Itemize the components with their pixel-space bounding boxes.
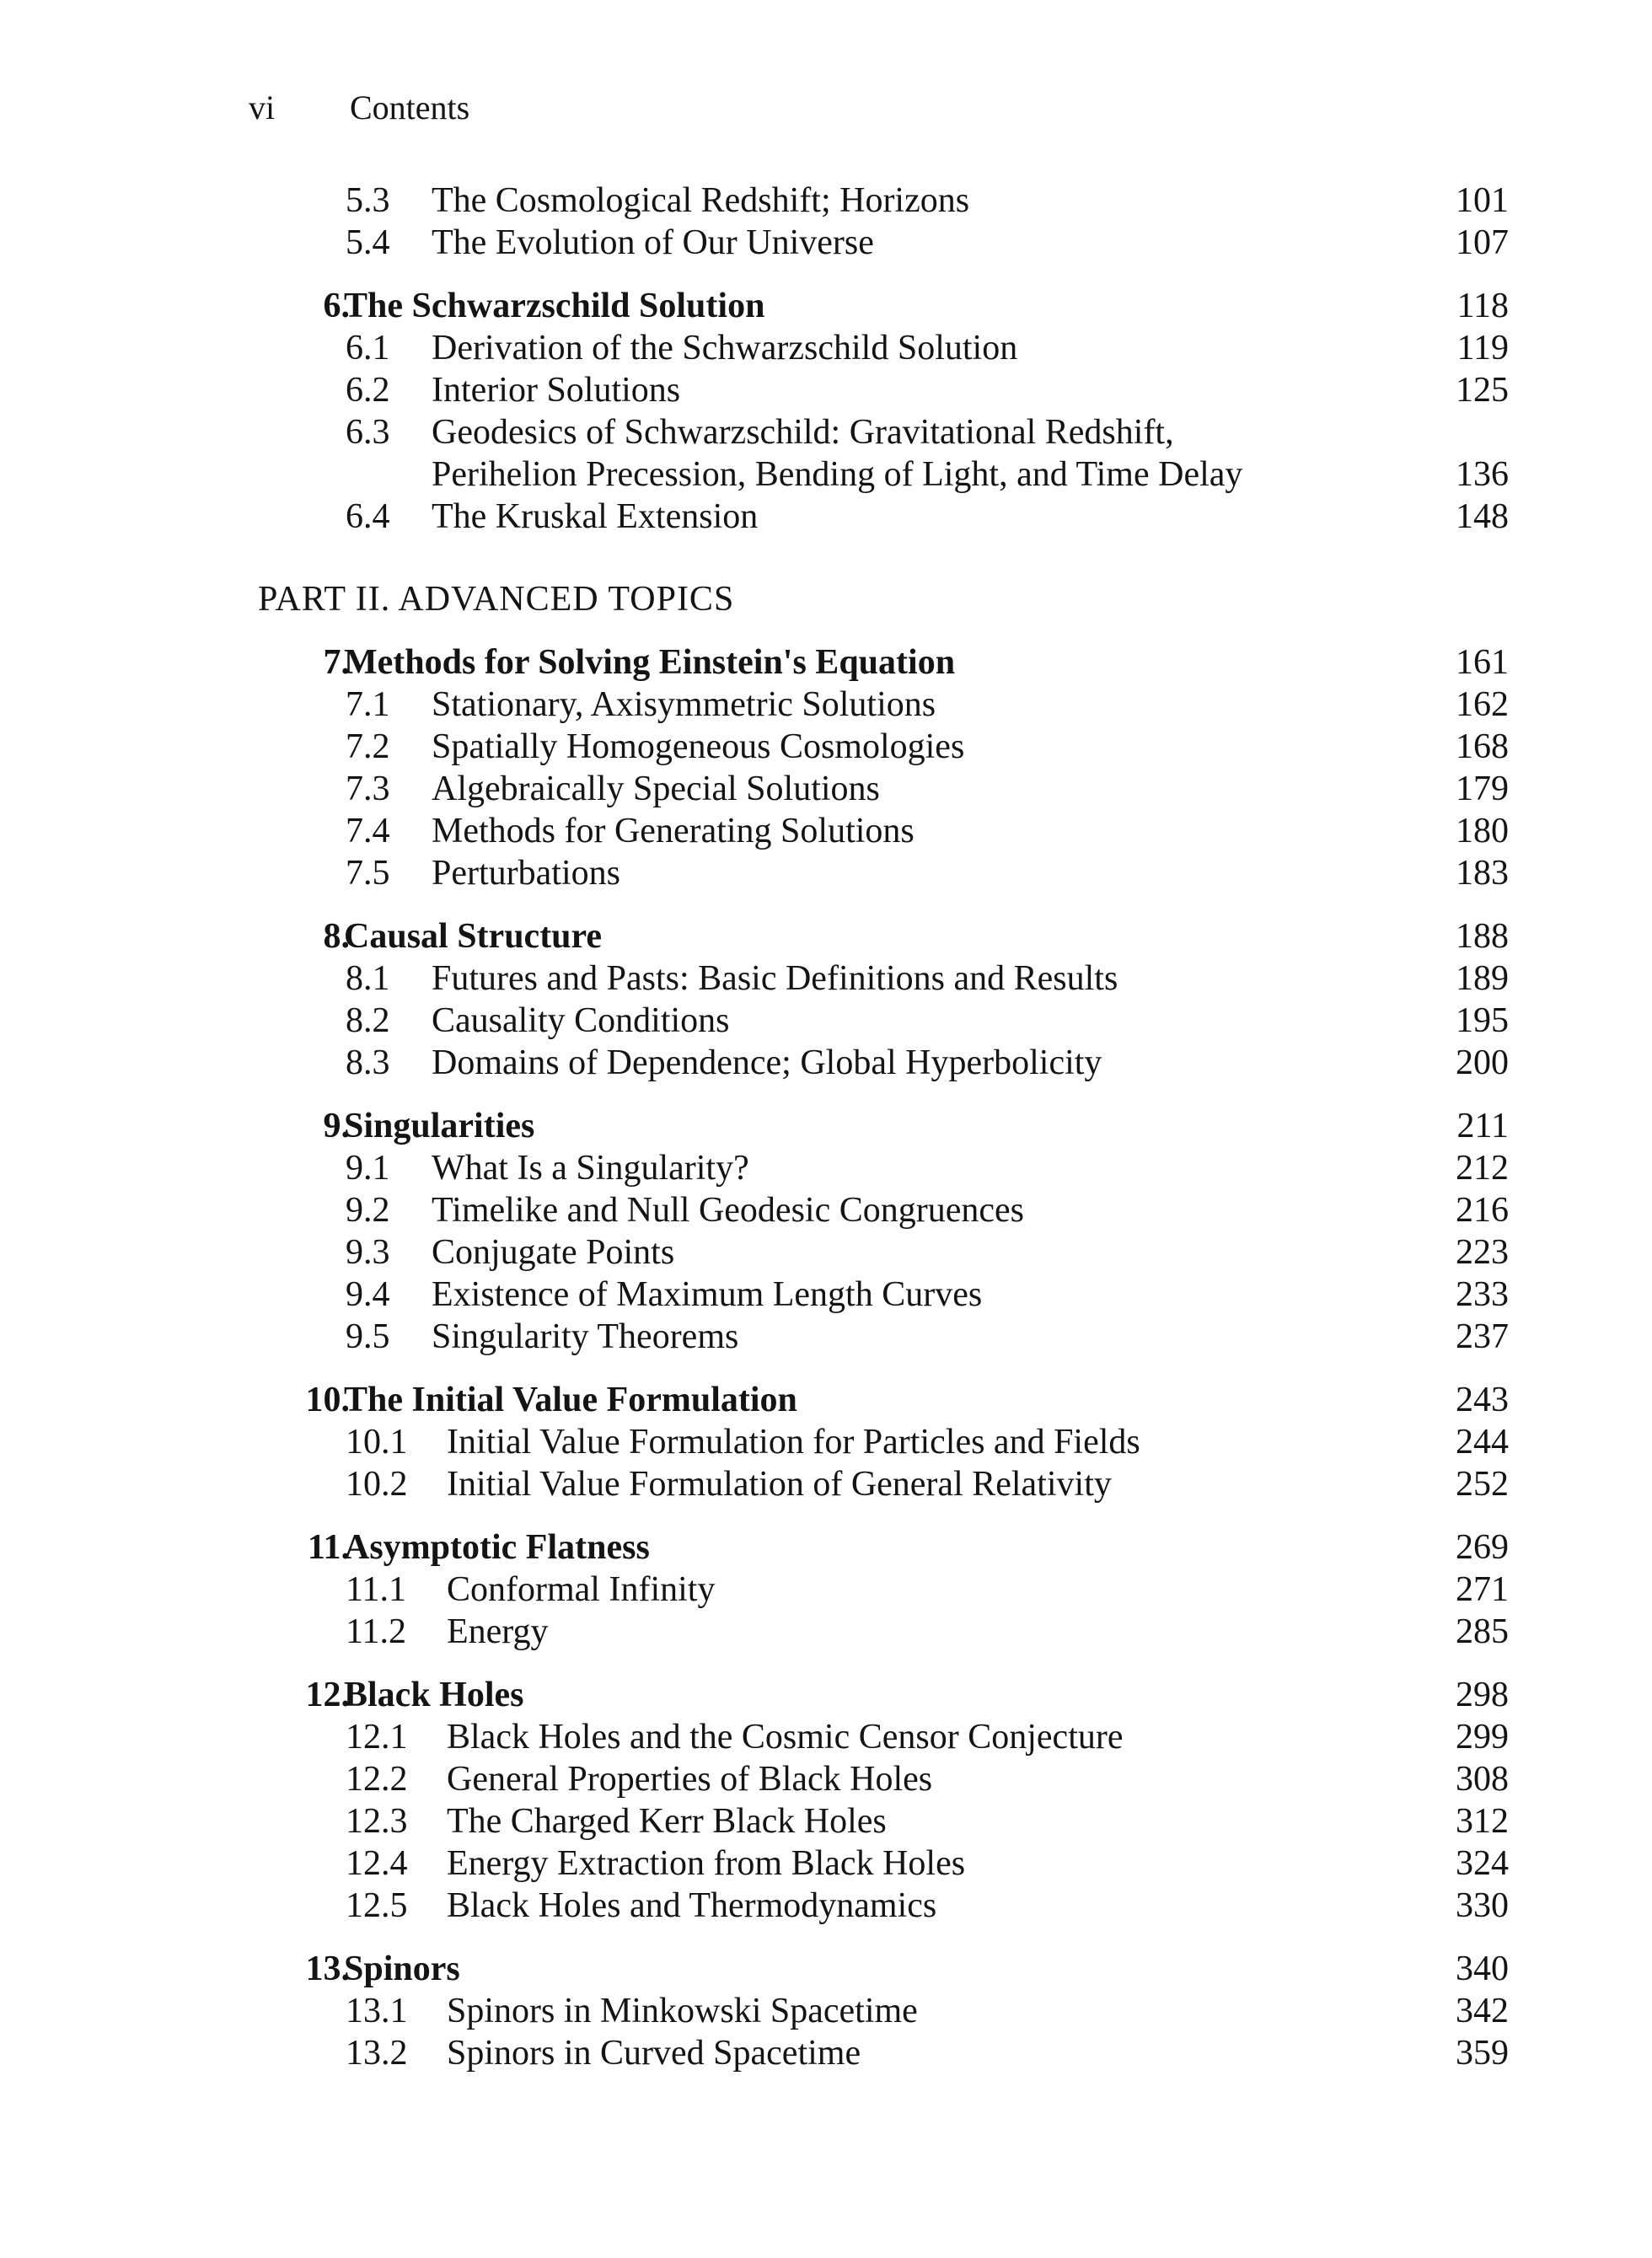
toc-entry-title: General Properties of Black Holes	[447, 1760, 933, 1799]
toc-entry-number: 7.1	[346, 685, 390, 724]
toc-entry-number: 9.2	[346, 1191, 390, 1230]
toc-entry-page-number: 244	[1456, 1423, 1509, 1462]
toc-chapter-row	[0, 1674, 1652, 1716]
toc-entry-page-number: 212	[1456, 1149, 1509, 1188]
toc-section-row	[0, 411, 1652, 453]
toc-entry-title: Conformal Infinity	[447, 1570, 716, 1609]
toc-section-row	[0, 1885, 1652, 1927]
toc-part-row	[0, 578, 1652, 620]
toc-entry-title: Initial Value Formulation for Particles and Fields	[447, 1423, 1140, 1462]
toc-entry-number: 11.	[307, 1528, 350, 1567]
toc-entry-title: Conjugate Points	[432, 1233, 675, 1272]
toc-chapter-row	[0, 915, 1652, 957]
toc-section-row	[0, 1316, 1652, 1358]
toc-entry-page-number: 168	[1456, 727, 1509, 766]
toc-entry-title: The Cosmological Redshift; Horizons	[432, 181, 970, 220]
toc-entry-page-number: 340	[1456, 1950, 1509, 1988]
toc-entry-page-number: 125	[1456, 371, 1509, 410]
toc-entry-page-number: 101	[1456, 181, 1509, 220]
toc-entry-title: The Initial Value Formulation	[344, 1381, 797, 1419]
toc-entry-page-number: 161	[1456, 643, 1509, 682]
toc-entry-title: The Kruskal Extension	[432, 497, 759, 536]
toc-entry-number: 9.1	[346, 1149, 390, 1188]
toc-chapter-row	[0, 1526, 1652, 1569]
toc-entry-title: PART II. ADVANCED TOPICS	[258, 580, 735, 619]
toc-entry-page-number: 183	[1456, 854, 1509, 893]
toc-entry-number: 12.1	[346, 1718, 408, 1757]
toc-entry-number: 11.1	[346, 1570, 406, 1609]
toc-entry-number: 12.5	[346, 1886, 408, 1925]
toc-entry-title: What Is a Singularity?	[432, 1149, 749, 1188]
toc-section-row	[0, 1189, 1652, 1231]
toc-section-row	[0, 957, 1652, 1000]
toc-entry-title: Perturbations	[432, 854, 620, 893]
toc-entry-number: 6.3	[346, 413, 390, 452]
toc-chapter-row	[0, 1379, 1652, 1421]
toc-entry-number: 10.	[305, 1381, 350, 1419]
toc-entry-page-number: 136	[1456, 455, 1509, 494]
toc-entry-number: 8.3	[346, 1043, 390, 1082]
toc-entry-page-number: 308	[1456, 1760, 1509, 1799]
toc-entry-page-number: 189	[1456, 959, 1509, 998]
toc-entry-title: Stationary, Axisymmetric Solutions	[432, 685, 936, 724]
toc-entry-number: 8.1	[346, 959, 390, 998]
toc-entry-title: Black Holes and Thermodynamics	[447, 1886, 937, 1925]
toc-entry-number: 6.	[323, 287, 350, 325]
toc-entry-number: 9.3	[346, 1233, 390, 1272]
toc-section-row	[0, 1842, 1652, 1885]
toc-entry-number: 9.	[323, 1107, 350, 1145]
toc-entry-page-number: 271	[1456, 1570, 1509, 1609]
toc-entry-title: Methods for Solving Einstein's Equation	[344, 643, 956, 682]
toc-entry-title: Timelike and Null Geodesic Congruences	[432, 1191, 1024, 1230]
toc-entry-number: 13.2	[346, 2034, 408, 2073]
toc-entry-page-number: 195	[1456, 1001, 1509, 1040]
toc-section-row	[0, 1611, 1652, 1653]
toc-entry-page-number: 223	[1456, 1233, 1509, 1272]
toc-entry-page-number: 216	[1456, 1191, 1509, 1230]
toc-section-row	[0, 1000, 1652, 1042]
toc-entry-page-number: 312	[1456, 1802, 1509, 1841]
toc-section-row	[0, 1569, 1652, 1611]
toc-entry-title: Algebraically Special Solutions	[432, 770, 880, 808]
toc-entry-number: 10.1	[346, 1423, 408, 1462]
toc-entry-number: 7.4	[346, 812, 390, 850]
toc-entry-title: Spatially Homogeneous Cosmologies	[432, 727, 965, 766]
toc-section-row	[0, 768, 1652, 810]
toc-section-row	[0, 1231, 1652, 1274]
toc-entry-title: Energy	[447, 1612, 549, 1651]
toc-entry-page-number: 359	[1456, 2034, 1509, 2073]
toc-section-row	[0, 1990, 1652, 2032]
toc-section-row	[0, 496, 1652, 538]
toc-chapter-row	[0, 1105, 1652, 1147]
toc-entry-number: 5.3	[346, 181, 390, 220]
toc-entry-title: Spinors in Curved Spacetime	[447, 2034, 861, 2073]
toc-entry-title: Initial Value Formulation of General Relativity	[447, 1465, 1112, 1504]
toc-entry-title: Asymptotic Flatness	[344, 1528, 650, 1567]
table-of-contents	[0, 180, 1652, 2074]
toc-entry-number: 12.3	[346, 1802, 408, 1841]
toc-entry-number: 12.	[305, 1676, 350, 1714]
page-folio: vi	[249, 88, 276, 126]
toc-entry-page-number: 285	[1456, 1612, 1509, 1651]
toc-section-row	[0, 369, 1652, 411]
toc-entry-number: 11.2	[346, 1612, 406, 1651]
toc-entry-page-number: 148	[1456, 497, 1509, 536]
toc-entry-page-number: 119	[1456, 329, 1509, 367]
toc-entry-number: 6.4	[346, 497, 390, 536]
toc-section-row	[0, 1042, 1652, 1084]
toc-entry-page-number: 179	[1456, 770, 1509, 808]
toc-entry-title: Geodesics of Schwarzschild: Gravitational Redshift,	[432, 413, 1174, 452]
running-head-title: Contents	[350, 88, 470, 126]
toc-section-row	[0, 180, 1652, 222]
toc-section-row	[0, 726, 1652, 768]
toc-entry-page-number: 200	[1456, 1043, 1509, 1082]
toc-section-row	[0, 852, 1652, 894]
toc-section-row	[0, 1274, 1652, 1316]
toc-entry-page-number: 299	[1456, 1718, 1509, 1757]
toc-entry-page-number: 298	[1456, 1676, 1509, 1714]
toc-section-row	[0, 1147, 1652, 1189]
toc-entry-number: 6.2	[346, 371, 390, 410]
toc-entry-page-number: 188	[1456, 917, 1509, 956]
toc-entry-title: Energy Extraction from Black Holes	[447, 1844, 966, 1883]
toc-entry-page-number: 162	[1456, 685, 1509, 724]
toc-entry-number: 7.5	[346, 854, 390, 893]
toc-entry-title: Spinors in Minkowski Spacetime	[447, 1992, 918, 2030]
toc-entry-number: 12.2	[346, 1760, 408, 1799]
toc-entry-title: Black Holes and the Cosmic Censor Conjecture	[447, 1718, 1124, 1757]
toc-entry-number: 7.3	[346, 770, 390, 808]
toc-entry-title: The Schwarzschild Solution	[344, 287, 765, 325]
toc-entry-page-number: 252	[1456, 1465, 1509, 1504]
toc-entry-number: 9.5	[346, 1317, 390, 1356]
toc-entry-title: Black Holes	[344, 1676, 524, 1714]
toc-section-row	[0, 1421, 1652, 1463]
toc-entry-number: 5.4	[346, 223, 390, 262]
toc-entry-page-number: 269	[1456, 1528, 1509, 1567]
toc-entry-title: The Evolution of Our Universe	[432, 223, 874, 262]
toc-chapter-row	[0, 1948, 1652, 1990]
toc-entry-title: Futures and Pasts: Basic Definitions and Results	[432, 959, 1118, 998]
toc-section-row	[0, 684, 1652, 726]
toc-entry-title: Singularity Theorems	[432, 1317, 739, 1356]
toc-entry-title: Singularities	[344, 1107, 535, 1145]
toc-entry-page-number: 107	[1456, 223, 1509, 262]
toc-entry-number: 9.4	[346, 1275, 390, 1314]
toc-entry-title: Perihelion Precession, Bending of Light, and Time Delay	[432, 455, 1243, 494]
toc-section-row	[0, 1758, 1652, 1800]
toc-entry-page-number: 237	[1456, 1317, 1509, 1356]
toc-entry-title: Derivation of the Schwarzschild Solution	[432, 329, 1018, 367]
toc-entry-title: Interior Solutions	[432, 371, 681, 410]
toc-section-row	[0, 2032, 1652, 2074]
toc-entry-title: Spinors	[344, 1950, 460, 1988]
toc-entry-number: 8.	[323, 917, 350, 956]
toc-entry-number: 8.2	[346, 1001, 390, 1040]
running-head	[249, 88, 469, 128]
toc-entry-page-number: 342	[1456, 1992, 1509, 2030]
toc-section-row	[0, 1463, 1652, 1505]
toc-entry-number: 7.2	[346, 727, 390, 766]
toc-section-row	[0, 222, 1652, 264]
toc-entry-number: 7.	[323, 643, 350, 682]
toc-entry-page-number: 180	[1456, 812, 1509, 850]
toc-section-row	[0, 810, 1652, 852]
toc-entry-title: Causality Conditions	[432, 1001, 730, 1040]
toc-entry-number: 10.2	[346, 1465, 408, 1504]
toc-section-row	[0, 1800, 1652, 1842]
toc-chapter-row	[0, 641, 1652, 684]
toc-section-row	[0, 327, 1652, 369]
toc-section-row	[0, 453, 1652, 496]
toc-entry-page-number: 243	[1456, 1381, 1509, 1419]
toc-entry-title: The Charged Kerr Black Holes	[447, 1802, 887, 1841]
toc-entry-title: Domains of Dependence; Global Hyperbolicity	[432, 1043, 1102, 1082]
toc-section-row	[0, 1716, 1652, 1758]
toc-entry-page-number: 211	[1456, 1107, 1509, 1145]
toc-entry-number: 13.1	[346, 1992, 408, 2030]
toc-entry-title: Methods for Generating Solutions	[432, 812, 914, 850]
toc-entry-page-number: 118	[1456, 287, 1509, 325]
toc-entry-number: 6.1	[346, 329, 390, 367]
toc-entry-page-number: 324	[1456, 1844, 1509, 1883]
toc-entry-title: Existence of Maximum Length Curves	[432, 1275, 983, 1314]
toc-entry-title: Causal Structure	[344, 917, 603, 956]
toc-entry-page-number: 233	[1456, 1275, 1509, 1314]
toc-entry-number: 12.4	[346, 1844, 408, 1883]
toc-entry-number: 13.	[305, 1950, 350, 1988]
toc-chapter-row	[0, 285, 1652, 327]
toc-entry-page-number: 330	[1456, 1886, 1509, 1925]
